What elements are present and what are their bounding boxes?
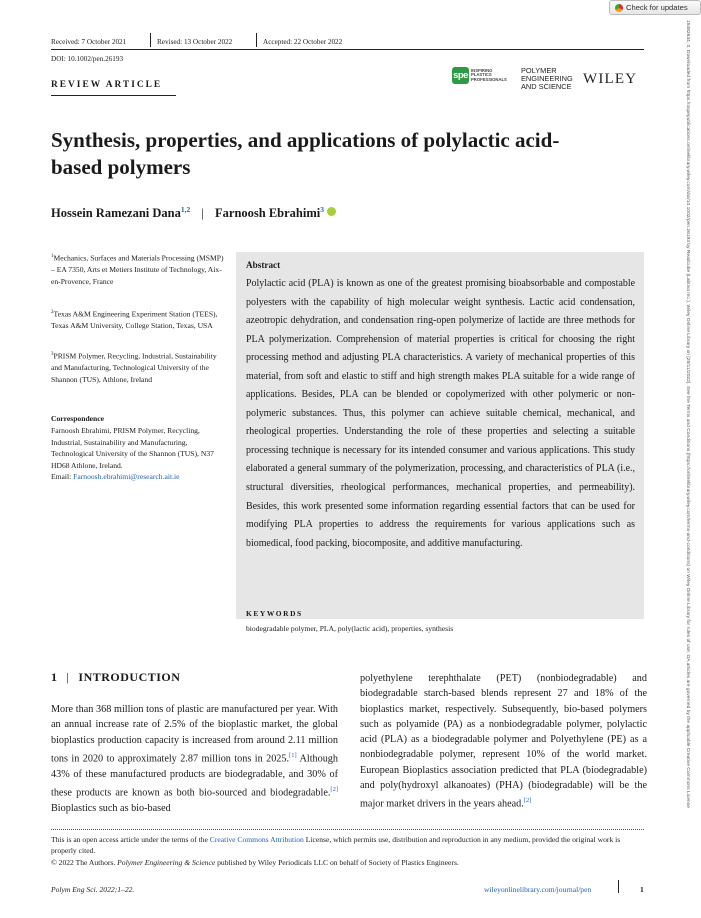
journal-logo: POLYMER ENGINEERING AND SCIENCE [521, 66, 573, 91]
affiliation-text: PRISM Polymer, Recycling, Industrial, Sustainability and Manufacturing, Technological University of the Shannon (TUS), Athlone, Ireland [51, 351, 217, 385]
section-heading [51, 670, 180, 685]
keywords-text: biodegradable polymer, PLA, poly(lactic acid), properties, synthesis [246, 624, 454, 633]
author-list [51, 205, 336, 221]
section-title: INTRODUCTION [78, 670, 181, 684]
publisher-logo: WILEY [583, 71, 638, 87]
article-title: Synthesis, properties, and applications of polylactic acid-based polymers [51, 128, 560, 179]
body-column-right [360, 671, 647, 812]
body-text: Bioplastics such as bio-based [51, 802, 171, 814]
affiliation [51, 251, 226, 288]
body-text: Although 43% of these manufactured products are biodegradable, and 30% of these products are known as both bio-sourced and biodegradable. [51, 753, 338, 799]
author-separator: | [201, 206, 204, 221]
keywords-heading: KEYWORDS [246, 609, 303, 618]
affiliation-sup: 2 [51, 310, 54, 315]
article-type: REVIEW ARTICLE [51, 80, 163, 90]
copyright-text: © 2022 The Authors. [51, 857, 118, 867]
abstract-text: Polylactic acid (PLA) is known as one of the greatest promising bioabsorbable and compostable polyesters with the capability of high molecular weight synthesis. Lactic acid condensation, azeotropic dehydration, and condensation ring-open polymerize of lactide are three methods for PLA polymerization. Comprehension of material properties is critical for choosing the right processing method and adjusting PLA characteristics. A variety of mechanical properties of this material, from soft and elastic to stiff and high strength makes PLA suitable for a wide range of applications. Besides, PLA can be blended or copolymerized with other polymeric or non-polymeric substances. Thus, this polymer can achieve suitable chemical, mechanical, and rheological properties. Understanding the role of these properties and selecting a suitable processing technique is necessary for its intended consumer and various applications. This study elaborated a general summary of the polymerization, processing, and characteristics of PLA (i.e., structural diversities, rheological performances, mechanical properties, and permeability). Besides, this work presented some information regarding essential factors that can be used for modifying PLA properties to address the requirements for various applications such as biomedical, food packing, biocomposite, and additive manufacturing. [246, 278, 635, 549]
page-number: 1 [640, 885, 644, 894]
doi[interactable]: DOI: 10.1002/pen.26193 [51, 55, 124, 63]
journal-name: Polymer Engineering & Science [117, 857, 216, 867]
author-name[interactable]: Hossein Ramezani Dana [51, 206, 181, 221]
affiliation [51, 307, 226, 332]
license-text: License, which permits use, distribution and reproduction in any medium, provided the original work is properly cited. [51, 835, 621, 856]
citation-link[interactable]: [2] [330, 785, 338, 793]
abstract-heading: Abstract [246, 260, 281, 270]
footnote-rule [51, 829, 644, 830]
crossmark-icon [615, 4, 623, 12]
accepted-date: Accepted: 22 October 2022 [263, 38, 343, 46]
section-number: 1 [51, 670, 58, 684]
copyright-text: published by Wiley Periodicals LLC on behalf of Society of Plastics Engineers. [215, 857, 459, 867]
license-footnote [51, 834, 644, 868]
body-text: polyethylene terephthalate (PET) (nonbiodegradable) and biodegradable starch-based blends represent 27 and 18% of the bioplastics market, respectively. Subsequently, bio-based polymers such as polyamide (PA) as a nonbiodegradable polymer, polylactic acid (PLA) as a biodegradable polymer and Polyethylene (PE) as a nonbiodegradable polymer, represent 10% of the world market. European Bioplastics association predicted that PLA (biodegradable) and poly(hydroxyl alkanoates) (PHA) (biodegradable) will be the major market drivers in the years ahead. [360, 673, 647, 810]
citation-footer: Polym Eng Sci. 2022;1–22. [51, 885, 135, 894]
body-text: More than 368 million tons of plastic are manufactured per year. With an annual increase rate of 2.5% of the bioplastic market, the global bioplastics production capacity is increased from around 2.11 million tons in 2020 to approximately 2.87 million tons in 2025. [51, 704, 338, 765]
affiliation-sup: 1 [51, 254, 54, 259]
received-date: Received: 7 October 2021 [51, 38, 127, 46]
spe-logo-text: INSPIRING PLASTICS PROFESSIONALS [471, 68, 507, 82]
footer-divider [618, 880, 619, 893]
affiliation [51, 349, 226, 386]
affiliation-sup: 3 [51, 352, 54, 357]
affiliation-text: Texas A&M Engineering Experiment Station (TEES), Texas A&M University, College Station, Texas, USA [51, 309, 218, 331]
check-for-updates-label: Check for updates [626, 3, 688, 12]
citation-link[interactable]: [2] [523, 797, 532, 805]
journal-url-link[interactable]: wileyonlinelibrary.com/journal/pen [484, 885, 592, 894]
citation-link[interactable]: [1] [289, 751, 297, 759]
author-affiliation-sup[interactable]: 1,2 [180, 205, 191, 214]
revised-date: Revised: 13 October 2022 [157, 38, 233, 46]
divider [256, 33, 257, 47]
affiliation-text: Mechanics, Surfaces and Materials Processing (MSMP) – EA 7350, Arts et Metiers Institute of Technology, Aix-en-Provence, France [51, 253, 224, 287]
body-column-left [51, 702, 338, 816]
author-name[interactable]: Farnoosh Ebrahimi [215, 206, 321, 221]
license-link[interactable]: Creative Commons Attribution [209, 835, 304, 844]
header-rule [51, 49, 644, 50]
check-for-updates-button[interactable] [609, 0, 701, 15]
orcid-icon[interactable] [327, 207, 336, 216]
correspondence-heading: Correspondence [51, 414, 105, 423]
download-side-note: 15482634, 0, Downloaded from https://4spepublications.onlinelibrary.wiley.com/doi/10.1002/pen.26193 by Readcube (Labtiva Inc.), Wiley Online Library on [25/11/2022]. See the Terms and Conditions (https://onlinelibrary.wiley.com/terms-and-conditions) on Wiley Online Library for rules of use; OA articles are governed by the applicable Creative Commons License [684, 20, 690, 808]
email-label: Email: [51, 472, 74, 482]
article-type-underline [51, 95, 176, 96]
correspondence-text [51, 425, 231, 483]
correspondence-address: Farnoosh Ebrahimi, PRISM Polymer, Recycling, Industrial, Sustainability and Manufacturing, Technological University of the Shannon (TUS), N37 HD68 Athlone, Ireland. [51, 426, 214, 470]
divider [150, 33, 151, 47]
section-bar: | [66, 670, 70, 684]
spe-logo-icon: spe [452, 67, 469, 84]
license-text: This is an open access article under the terms of the [51, 835, 210, 844]
author-affiliation-sup[interactable]: 3 [320, 205, 324, 214]
email-link[interactable]: Farnoosh.ebrahimi@research.ait.ie [73, 472, 180, 482]
